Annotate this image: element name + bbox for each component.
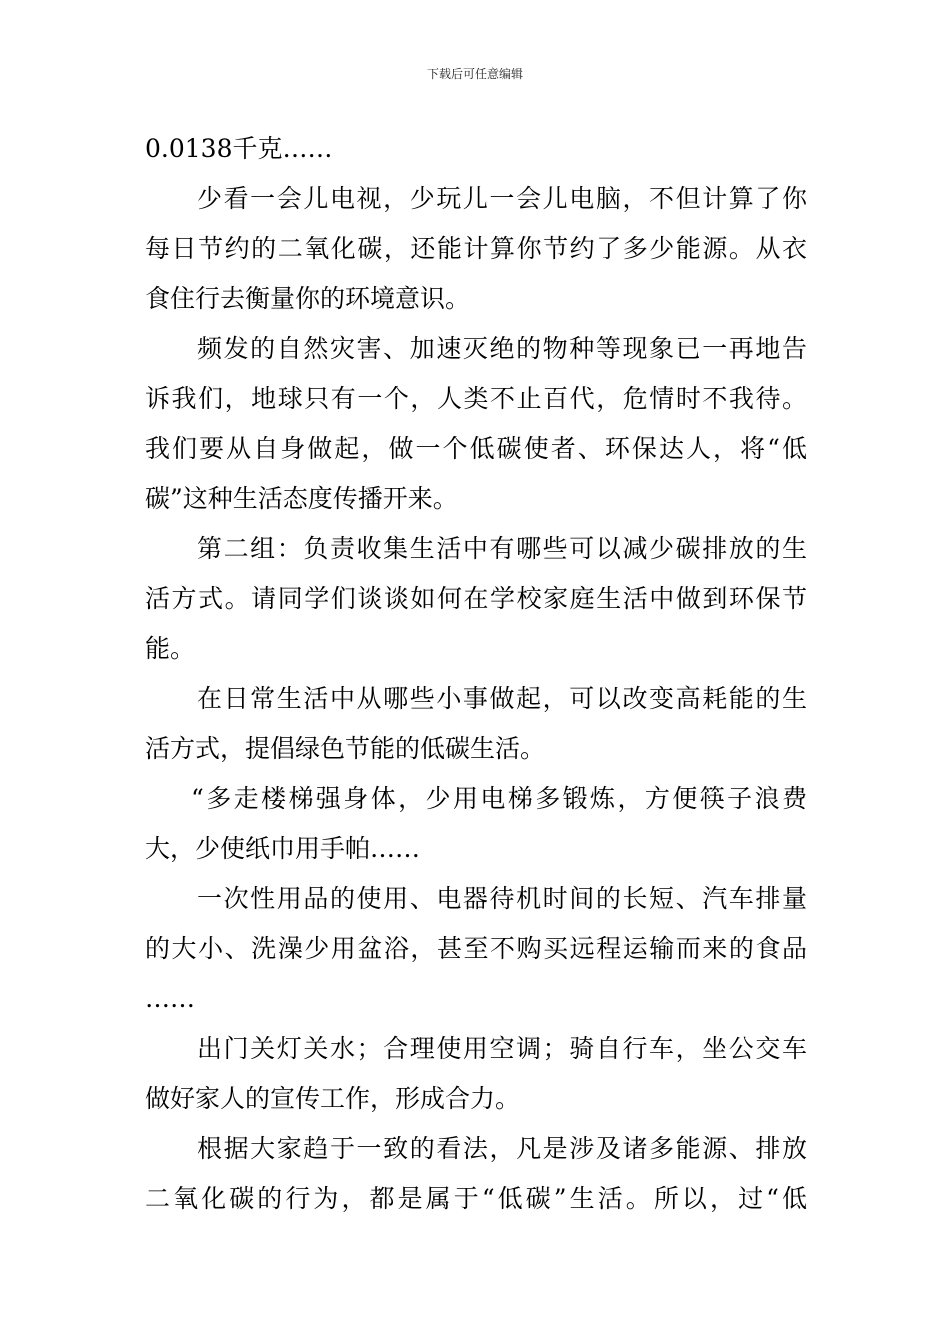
text-line: 碳”这种生活态度传播开来。 bbox=[145, 484, 458, 513]
text-line: …… bbox=[145, 984, 195, 1013]
text-line: 二氧化碳的行为，都是属于“低碳”生活。所以，过“低 bbox=[145, 1184, 807, 1213]
text-line: 我们要从自身做起，做一个低碳使者、环保达人，将“低 bbox=[145, 434, 807, 463]
text-line: 诉我们，地球只有一个，人类不止百代，危情时不我待。 bbox=[145, 384, 807, 413]
text-line: 大，少使纸巾用手帕…… bbox=[145, 834, 421, 863]
paragraph-start-line: “多走楼梯强身体，少用电梯多锻炼，方便筷子浪费 bbox=[191, 784, 807, 813]
text-line: 食住行去衡量你的环境意识。 bbox=[145, 284, 471, 313]
text-line: 的大小、洗澡少用盆浴，甚至不购买远程运输而来的食品 bbox=[145, 934, 807, 963]
paragraph-start-line: 在日常生活中从哪些小事做起，可以改变高耗能的生 bbox=[197, 684, 807, 713]
paragraph-start-line: 第二组：负责收集生活中有哪些可以减少碳排放的生 bbox=[197, 534, 807, 563]
paragraph-start-line: 少看一会儿电视，少玩儿一会儿电脑，不但计算了你 bbox=[197, 184, 807, 213]
page-header: 下载后可任意编辑 bbox=[426, 67, 523, 81]
text-line: 0.0138千克…… bbox=[145, 134, 333, 163]
paragraph-start-line: 根据大家趋于一致的看法，凡是涉及诸多能源、排放 bbox=[197, 1134, 807, 1163]
document-body bbox=[145, 124, 807, 1224]
paragraph-start-line: 出门关灯关水；合理使用空调；骑自行车，坐公交车 bbox=[197, 1034, 807, 1063]
text-line: 活方式，提倡绿色节能的低碳生活。 bbox=[145, 734, 546, 763]
text-line: 活方式。请同学们谈谈如何在学校家庭生活中做到环保节 bbox=[145, 584, 807, 613]
paragraph-start-line: 一次性用品的使用、电器待机时间的长短、汽车排量 bbox=[197, 884, 807, 913]
paragraph-start-line: 频发的自然灾害、加速灭绝的物种等现象已一再地告 bbox=[197, 334, 807, 363]
text-line: 每日节约的二氧化碳，还能计算你节约了多少能源。从衣 bbox=[145, 234, 807, 263]
text-line: 做好家人的宣传工作，形成合力。 bbox=[145, 1084, 521, 1113]
text-line: 能。 bbox=[145, 634, 196, 663]
